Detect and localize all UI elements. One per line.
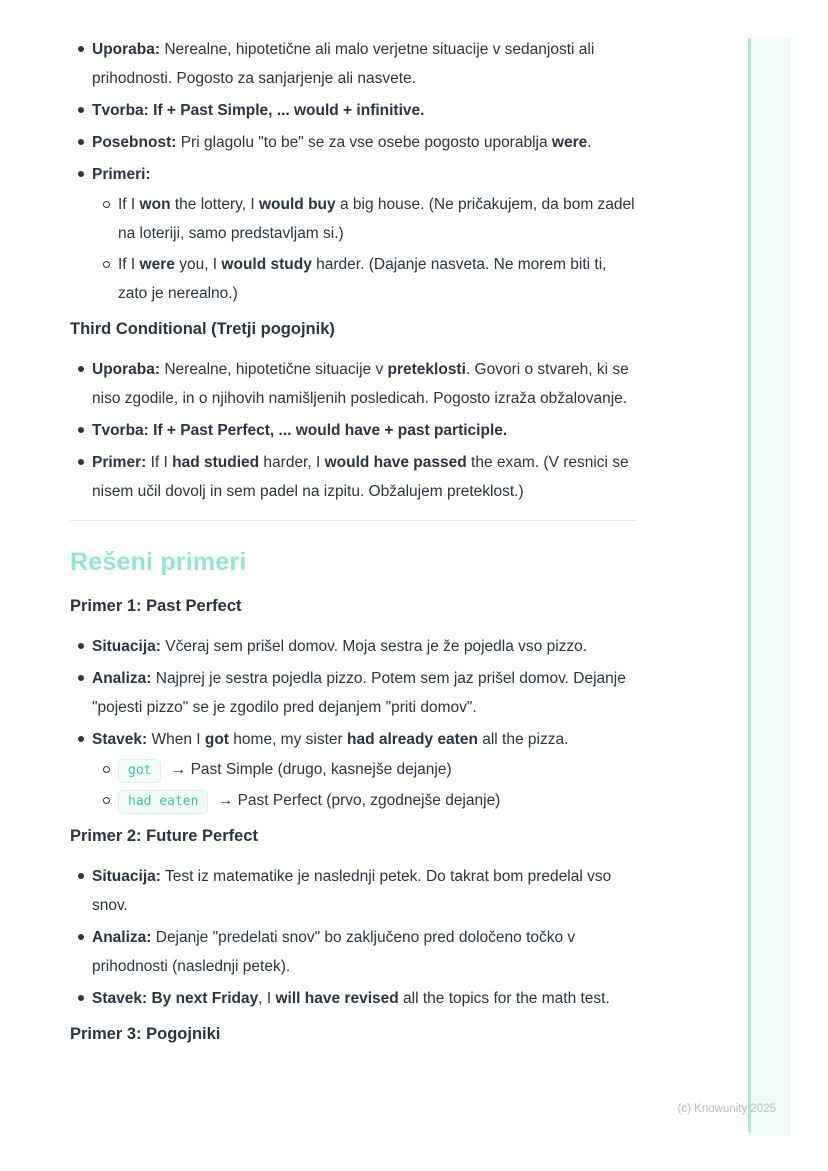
bold-text: Stavek: <box>92 731 148 748</box>
document-content <box>70 35 636 1060</box>
bold-text: would buy <box>259 196 336 213</box>
text-run: Nerealne, hipotetične situacije v <box>160 361 388 378</box>
bold-text: had already eaten <box>346 731 478 748</box>
bold-text: Situacija: <box>92 638 161 655</box>
list-item <box>92 725 636 815</box>
bullet-list <box>70 355 636 506</box>
bold-text: Tvorba: If + Past Simple, ... would + infinitive. <box>92 102 425 119</box>
code-badge: got <box>118 759 161 783</box>
bold-text: Analiza: <box>92 929 152 946</box>
bold-text: Tvorba: If + Past Perfect, ... would have + past participle. <box>92 422 508 439</box>
page-edge-line <box>748 38 751 1133</box>
copyright-footer: (c) Knowunity 2025 <box>677 1103 776 1115</box>
bullet-list <box>70 862 636 1013</box>
bold-text: Analiza: <box>92 670 152 687</box>
text-run: Nerealne, hipotetične ali malo verjetne situacije v sedanjosti ali prihodnosti. Pogosto za sanjarjenje ali nasvete. <box>92 41 595 87</box>
list-item <box>118 786 636 815</box>
list-item <box>92 632 636 661</box>
text-run: . <box>587 134 592 151</box>
text-run: If I <box>118 196 140 213</box>
text-run: Najprej je sestra pojedla pizzo. Potem sem jaz prišel domov. Dejanje "pojesti pizzo" se je zgodilo pred dejanjem "priti domov". <box>92 670 626 716</box>
list-item <box>92 984 636 1013</box>
code-badge: had eaten <box>118 790 208 814</box>
bold-text: would study <box>221 256 312 273</box>
subsection-heading: Third Conditional (Tretji pogojnik) <box>70 320 335 338</box>
list-item <box>92 448 636 506</box>
text-run: a big house. (Ne pričakujem, da bom zadel na loteriji, samo predstavljam si.) <box>118 196 635 242</box>
page-edge-strip <box>750 38 791 1136</box>
text-run: Včeraj sem prišel domov. Moja sestra je že pojedla vso pizzo. <box>160 638 588 655</box>
bold-text: Primer: <box>92 454 147 471</box>
section-divider <box>70 520 636 521</box>
bold-text: Situacija: <box>92 868 161 885</box>
text-run: the exam. (V resnici se nisem učil dovolj in sem padel na izpitu. Obžalujem preteklost.) <box>92 454 629 500</box>
text-run: Test iz matematike je naslednji petek. Do takrat bom predelal vso snov. <box>92 868 612 914</box>
bold-text: preteklosti <box>387 361 466 378</box>
text-run: home, my sister <box>228 731 347 748</box>
sub-bullet-list <box>92 190 636 308</box>
bold-text: Uporaba: <box>92 361 161 378</box>
bold-text: were <box>551 134 588 151</box>
list-item <box>92 160 636 308</box>
text-run: When I <box>147 731 205 748</box>
list-item <box>92 664 636 722</box>
text-run: the lottery, I <box>170 196 259 213</box>
text-run: harder. (Dajanje nasveta. Ne morem biti ti, zato je nerealno.) <box>118 256 607 302</box>
list-item <box>118 755 636 784</box>
text-run: → Past Simple (drugo, kasnejše dejanje) <box>166 761 452 778</box>
list-item <box>92 355 636 413</box>
text-run: harder, I <box>259 454 325 471</box>
text-run: . Govori o stvareh, ki se niso zgodile, in o njihovih namišljenih posledicah. Pogosto izraža obžalovanje. <box>92 361 629 407</box>
text-run: If I <box>146 454 173 471</box>
text-run: Pri glagolu "to be" se za vse osebe pogosto uporablja <box>176 134 552 151</box>
list-item <box>118 190 636 248</box>
subsection-heading: Primer 2: Future Perfect <box>70 827 258 845</box>
bold-text: Stavek: By next Friday <box>92 990 259 1007</box>
list-item <box>92 923 636 981</box>
bold-text: would have passed <box>324 454 467 471</box>
subsection-heading: Primer 3: Pogojniki <box>70 1025 221 1043</box>
bold-text: Uporaba: <box>92 41 161 58</box>
text-run: Dejanje "predelati snov" bo zaključeno pred določeno točko v prihodnosti (naslednji petek). <box>92 929 576 975</box>
bullet-list <box>70 35 636 308</box>
list-item <box>92 128 636 157</box>
bold-text: will have revised <box>275 990 399 1007</box>
bold-text: Primeri: <box>92 166 151 183</box>
text-run: all the pizza. <box>477 731 569 748</box>
text-run: → Past Perfect (prvo, zgodnejše dejanje) <box>213 792 501 809</box>
list-item <box>92 35 636 93</box>
list-item <box>118 250 636 308</box>
bullet-list <box>70 632 636 815</box>
bold-text: had studied <box>172 454 260 471</box>
text-run: , I <box>258 990 276 1007</box>
sub-bullet-list <box>92 755 636 815</box>
bold-text: won <box>139 196 171 213</box>
bold-text: were <box>139 256 175 273</box>
section-heading: Rešeni primeri <box>70 548 247 576</box>
bold-text: got <box>204 731 229 748</box>
subsection-heading: Primer 1: Past Perfect <box>70 597 242 615</box>
list-item <box>92 862 636 920</box>
bold-text: Posebnost: <box>92 134 177 151</box>
text-run: all the topics for the math test. <box>398 990 610 1007</box>
text-run: you, I <box>174 256 222 273</box>
list-item <box>92 96 636 125</box>
list-item <box>92 416 636 445</box>
text-run: If I <box>118 256 140 273</box>
